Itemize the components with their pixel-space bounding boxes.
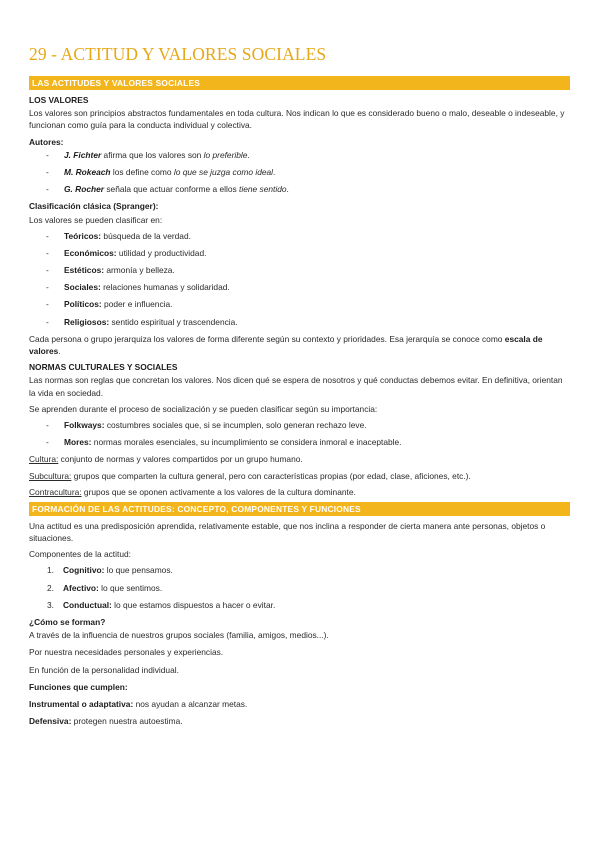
paragraph-forman: Por nuestra necesidades personales y experiencias. bbox=[29, 647, 224, 658]
paragraph-forman: A través de la influencia de nuestros grupos sociales (familia, amigos, medios...). bbox=[29, 630, 329, 641]
list-item-autor: - M. Rokeach los define como lo que se juzga como ideal. bbox=[46, 166, 276, 177]
list-item-valor: - Estéticos: armonía y belleza. bbox=[46, 265, 175, 276]
list-item-componente: 1. Cognitivo: lo que pensamos. bbox=[47, 565, 173, 576]
paragraph-normas: Las normas son reglas que concretan los valores. Nos dicen qué se espera de nosotros y qué conductas debemos evitar. En definitiva, orientan la vida en sociedad. bbox=[29, 375, 563, 398]
list-item-norma: - Folkways: costumbres sociales que, si se incumplen, solo generan rechazo leve. bbox=[46, 419, 367, 430]
heading-autores: Autores: bbox=[29, 136, 64, 147]
heading-como-se-forman: ¿Cómo se forman? bbox=[29, 617, 106, 627]
paragraph-jerarquia: Cada persona o grupo jerarquiza los valores de forma diferente según su contexto y prioridades. Esa jerarquía se conoce como escala de valores. bbox=[29, 333, 543, 356]
definition-cultura: Cultura: conjunto de normas y valores compartidos por un grupo humano. bbox=[29, 454, 303, 465]
list-item-valor: - Religiosos: sentido espiritual y trascendencia. bbox=[46, 316, 238, 327]
section-header-formacion: FORMACIÓN DE LAS ACTITUDES: CONCEPTO, COMPONENTES Y FUNCIONES bbox=[29, 502, 570, 516]
paragraph-funcion: Defensiva: protegen nuestra autoestima. bbox=[29, 716, 183, 727]
paragraph-actitud: Una actitud es una predisposición aprendida, relativamente estable, que nos inclina a responder de cierta manera ante personas, objetos o situaciones. bbox=[29, 520, 546, 544]
heading-funciones: Funciones que cumplen: bbox=[29, 681, 128, 692]
list-item-norma: - Mores: normas morales esenciales, su incumplimiento se considera inmoral e inaceptable. bbox=[46, 437, 402, 448]
definition-contracultura: Contracultura: grupos que se oponen activamente a los valores de la cultura dominante. bbox=[29, 486, 356, 497]
list-item-autor: - J. Fichter afirma que los valores son lo preferible. bbox=[46, 149, 250, 160]
list-item-componente: 3. Conductual: lo que estamos dispuestos a hacer o evitar. bbox=[47, 599, 276, 610]
page-title: 29 - ACTITUD Y VALORES SOCIALES bbox=[29, 44, 327, 64]
list-item-valor: - Teóricos: búsqueda de la verdad. bbox=[46, 230, 191, 241]
heading-valores: LOS VALORES bbox=[29, 95, 89, 105]
list-item-valor: - Sociales: relaciones humanas y solidaridad. bbox=[46, 282, 230, 293]
heading-clasificacion: Clasificación clásica (Spranger): bbox=[29, 201, 159, 212]
paragraph-forman: En función de la personalidad individual. bbox=[29, 664, 179, 675]
clasificacion-intro: Los valores se pueden clasificar en: bbox=[29, 214, 163, 225]
definition-subcultura: Subcultura: grupos que comparten la cultura general, pero con características propias (por edad, clase, aficiones, etc.). bbox=[29, 470, 471, 481]
list-item-componente: 2. Afectivo: lo que sentimos. bbox=[47, 582, 163, 593]
section-header-actitudes: LAS ACTITUDES Y VALORES SOCIALES bbox=[29, 76, 570, 90]
heading-normas: NORMAS CULTURALES Y SOCIALES bbox=[29, 362, 178, 373]
paragraph-valores: Los valores son principios abstractos fundamentales en toda cultura. Nos indican lo que es considerado bueno o malo, deseable o indeseable, y funcionan como guía para la conducta individual y colectiva. bbox=[29, 108, 565, 131]
list-item-valor: - Políticos: poder e influencia. bbox=[46, 299, 173, 310]
paragraph-funcion: Instrumental o adaptativa: nos ayudan a alcanzar metas. bbox=[29, 698, 248, 709]
list-item-autor: - G. Rocher señala que actuar conforme a ellos tiene sentido. bbox=[46, 184, 289, 195]
componentes-intro: Componentes de la actitud: bbox=[29, 549, 131, 560]
normas-intro: Se aprenden durante el proceso de socialización y se pueden clasificar según su importancia: bbox=[29, 403, 378, 414]
list-item-valor: - Económicos: utilidad y productividad. bbox=[46, 247, 207, 258]
